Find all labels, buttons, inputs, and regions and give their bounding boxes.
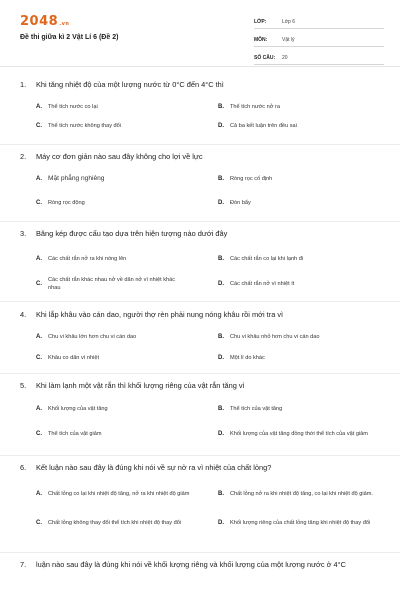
option-text: Các chất rắn khác nhau nở về dãn nở vì nhiệt khác nhau	[48, 277, 176, 291]
option-letter: D.	[218, 520, 224, 526]
option-text: Các chất rắn co lại khi lạnh đi	[230, 256, 304, 262]
option-letter: A.	[36, 104, 42, 110]
option-d[interactable]	[218, 424, 390, 444]
option-letter: D.	[218, 123, 224, 129]
option-text: Chu vi khâu nhỏ hơn chu vi cán dao	[230, 334, 320, 340]
question-number: 2.	[20, 152, 27, 161]
question-header	[20, 310, 385, 320]
option-letter: A.	[36, 256, 42, 262]
question-number: 6.	[20, 463, 27, 472]
option-text: Chu vi khâu lớn hơn chu vi cán dao	[48, 334, 137, 340]
option-b[interactable]	[218, 332, 390, 342]
option-letter: C.	[36, 355, 42, 361]
option-letter: C.	[36, 281, 42, 287]
info-value-subject: Vật lý	[282, 37, 295, 43]
option-d[interactable]	[218, 198, 390, 208]
answer-options	[36, 102, 385, 131]
option-b[interactable]	[218, 402, 390, 416]
question-number: 3.	[20, 229, 27, 238]
info-label-question-count: SỐ CÂU:	[254, 55, 276, 61]
option-letter: C.	[36, 431, 42, 437]
info-row-subject	[254, 32, 384, 47]
option-text: Khối lượng riêng của chất lỏng tăng khi nhiệt độ thay đổi	[230, 520, 371, 526]
option-a[interactable]	[36, 102, 208, 112]
question-divider	[0, 455, 400, 456]
option-text: Các chất rắn nở ra khi nóng lên	[48, 256, 127, 262]
question-2	[20, 152, 385, 208]
option-letter: A.	[36, 406, 42, 412]
exam-title: Đề thi giữa kì 2 Vật Lí 6 (Đề 2)	[20, 34, 119, 41]
option-text: Thể tích nước nở ra	[230, 104, 280, 110]
option-letter: B.	[218, 334, 224, 340]
option-c[interactable]	[36, 275, 208, 293]
option-a[interactable]	[36, 483, 208, 505]
option-text: Cả ba kết luận trên đều sai	[230, 123, 297, 129]
question-3	[20, 229, 385, 293]
option-text: Các chất rắn nở vì nhiệt ít	[230, 281, 295, 287]
question-header	[20, 229, 385, 239]
question-text: Khi lắp khâu vào cán dao, người thợ rèn phải nung nóng khâu rồi mới tra vì	[36, 310, 284, 319]
question-1	[20, 80, 385, 131]
question-number: 1.	[20, 80, 27, 89]
option-c[interactable]	[36, 121, 208, 131]
question-header	[20, 152, 385, 162]
question-divider	[0, 144, 400, 145]
option-letter: A.	[36, 176, 42, 182]
option-letter: A.	[36, 491, 42, 497]
question-divider	[0, 221, 400, 222]
option-d[interactable]	[218, 275, 390, 293]
option-text: Chất lỏng co lại khi nhiệt độ tăng, nở ra khi nhiệt độ giảm	[48, 491, 190, 497]
answer-options	[36, 332, 385, 363]
info-row-class	[254, 14, 384, 29]
option-text: Ròng rọc động	[48, 200, 85, 206]
question-header	[20, 463, 385, 473]
option-a[interactable]	[36, 332, 208, 342]
option-letter: C.	[36, 123, 42, 129]
option-text: Thể tích của vật giảm	[48, 431, 102, 437]
question-text: Khi tăng nhiệt độ của một lượng nước từ 0°C đến 4°C thì	[36, 80, 224, 89]
option-letter: D.	[218, 281, 224, 287]
question-4	[20, 310, 385, 363]
info-value-class: Lớp 6	[282, 19, 296, 25]
question-number: 5.	[20, 381, 27, 390]
option-text: Đòn bẩy	[230, 200, 251, 206]
option-a[interactable]	[36, 251, 208, 267]
option-letter: B.	[218, 104, 224, 110]
answer-options	[36, 483, 385, 534]
option-c[interactable]	[36, 424, 208, 444]
option-text: Khối lượng của vật tăng đồng thời thể tích của vật giảm	[230, 431, 368, 437]
option-text: Khâu co dãn vì nhiệt	[48, 355, 100, 361]
info-row-question-count	[254, 50, 384, 65]
option-text: Chất lỏng nở ra khi nhiệt độ tăng, co lại khi nhiệt độ giảm.	[230, 491, 373, 497]
option-letter: D.	[218, 431, 224, 437]
question-header	[20, 381, 385, 391]
option-text: Mặt phẳng nghiêng	[48, 175, 105, 182]
question-number: 7.	[20, 560, 27, 569]
option-text: Một lí do khác	[230, 355, 265, 361]
question-divider	[0, 301, 400, 302]
question-header	[20, 80, 385, 90]
question-header	[20, 560, 385, 570]
option-b[interactable]	[218, 483, 390, 505]
option-d[interactable]	[218, 353, 390, 363]
option-c[interactable]	[36, 353, 208, 363]
question-text: luận nào sau đây là đúng khi nói về khối lượng riêng và khối lượng của một lượng nước ở 4°C	[36, 560, 346, 569]
question-text: Khi làm lạnh một vật rắn thì khối lượng riêng của vật rắn tăng vì	[36, 381, 245, 390]
option-b[interactable]	[218, 174, 390, 184]
exam-header	[0, 0, 400, 70]
option-a[interactable]	[36, 174, 208, 184]
option-text: Thể tích của vật tăng	[230, 406, 283, 412]
option-text: Khối lượng của vật tăng	[48, 406, 108, 412]
question-number: 4.	[20, 310, 27, 319]
option-text: Thể tích nước không thay đổi	[48, 123, 122, 129]
option-text: Chất lỏng không thay đổi thể tích khi nhiệt độ thay đổi	[48, 520, 182, 526]
option-b[interactable]	[218, 102, 390, 112]
option-letter: B.	[218, 406, 224, 412]
question-divider	[0, 552, 400, 553]
question-divider	[0, 373, 400, 374]
option-letter: B.	[218, 176, 224, 182]
question-text: Kết luận nào sau đây là đúng khi nói về sự nở ra vì nhiệt của chất lỏng?	[36, 463, 272, 472]
exam-info-panel	[254, 14, 384, 68]
question-6	[20, 463, 385, 534]
logo-suffix: .vn	[59, 21, 70, 27]
option-c[interactable]	[36, 512, 208, 534]
option-b[interactable]	[218, 251, 390, 267]
site-logo[interactable]	[20, 14, 69, 29]
option-letter: D.	[218, 200, 224, 206]
option-letter: D.	[218, 355, 224, 361]
logo-text: 2048	[20, 14, 59, 29]
answer-options	[36, 251, 385, 293]
header-divider	[0, 66, 400, 67]
answer-options	[36, 402, 385, 444]
option-text: Thể tích nước co lại	[48, 104, 98, 110]
option-d[interactable]	[218, 121, 390, 131]
question-5	[20, 381, 385, 444]
option-a[interactable]	[36, 402, 208, 416]
option-text: Ròng rọc cố định	[230, 176, 273, 182]
option-letter: B.	[218, 491, 224, 497]
question-7	[20, 560, 385, 570]
info-label-subject: MÔN:	[254, 37, 268, 43]
info-value-question-count: 20	[282, 55, 288, 61]
info-label-class: LỚP:	[254, 19, 267, 25]
option-d[interactable]	[218, 512, 390, 534]
answer-options	[36, 174, 385, 208]
question-text: Máy cơ đơn giản nào sau đây không cho lợi về lực	[36, 152, 203, 161]
option-letter: C.	[36, 200, 42, 206]
question-text: Băng kép được cấu tạo dựa trên hiện tượng nào dưới đây	[36, 229, 228, 238]
option-letter: C.	[36, 520, 42, 526]
option-letter: A.	[36, 334, 42, 340]
option-c[interactable]	[36, 198, 208, 208]
option-letter: B.	[218, 256, 224, 262]
